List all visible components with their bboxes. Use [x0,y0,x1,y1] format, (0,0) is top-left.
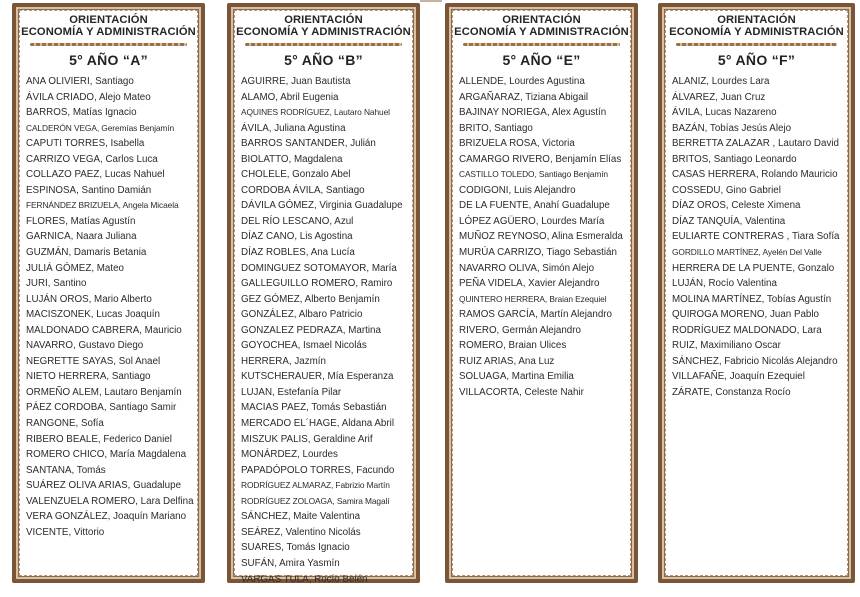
list-item: BIOLATTO, Magdalena [241,153,343,165]
section-title-b: 5° AÑO “B” [284,52,363,68]
list-item: CASAS HERRERA, Rolando Mauricio [672,169,838,181]
list-item: RODRÍGUEZ MALDONADO, Lara [672,324,822,336]
list-item: GOYOCHEA, Ismael Nicolás [241,340,367,352]
list-item: RANGONE, Sofía [26,418,104,430]
list-item: ANA OLIVIERI, Santiago [26,76,134,87]
section-title-f: 5° AÑO “F” [717,52,796,68]
list-item: SANTANA, Tomás [26,464,106,476]
group-card-e [445,3,638,583]
list-item: RUIZ ARIAS, Ana Luz [459,355,555,367]
list-item: RIBERO BEALE, Federico Daniel [26,433,172,445]
list-item: ÁVILA, Juliana Agustina [241,122,346,134]
card-header [449,14,634,38]
list-item: SÁNCHEZ, Maite Valentina [241,511,361,523]
header-field: ECONOMÍA Y ADMINISTRACIÓN [454,26,629,38]
list-item: LUJÁN, Rocío Valentina [672,278,777,290]
list-item: GONZALEZ PEDRAZA, Martina [241,324,381,336]
list-item: ARGAÑARAZ, Tiziana Abigail [459,91,589,103]
ornamental-divider [676,43,837,46]
list-item: RUIZ, Maximiliano Oscar [672,340,781,352]
student-list-a [16,74,201,540]
list-item: DÁVILA GÓMEZ, Virginia Guadalupe [241,200,403,212]
list-item: BRITO, Santiago [459,122,533,134]
list-item: ORMEÑO ALEM, Lautaro Benjamín [26,386,182,398]
card-header [662,14,851,38]
list-item: RAMOS GARCÍA, Martín Alejandro [459,309,612,321]
list-item: CORDOBA ÁVILA, Santiago [241,184,365,196]
list-item: MISZUK PALIS, Geraldine Arif [241,433,373,445]
card-header [16,14,201,38]
header-orientation: ORIENTACIÓN [284,14,363,26]
list-item: ÁLVAREZ, Juan Cruz [672,91,766,103]
list-item: BERRETTA ZALAZAR , Lautaro David [672,138,839,150]
list-item: MALDONADO CABRERA, Mauricio [26,324,182,336]
top-decorative-bar [420,0,442,2]
list-item: BRIZUELA ROSA, Victoria [459,138,575,150]
list-item: SÁNCHEZ, Fabricio Nicolás Alejandro [672,355,838,367]
list-item: DÍAZ ROBLES, Ana Lucía [241,247,355,259]
list-item: SEÁREZ, Valentino Nicolás [241,526,361,538]
list-item: LÓPEZ AGÜERO, Lourdes María [459,215,605,227]
header-field: ECONOMÍA Y ADMINISTRACIÓN [236,26,411,38]
group-card-a [12,3,205,583]
list-item: MACIAS PAEZ, Tomás Sebastián [241,402,387,414]
list-item: NAVARRO OLIVA, Simón Alejo [459,262,595,274]
list-item: NAVARRO, Gustavo Diego [26,340,144,352]
list-item: AQUINES RODRÍGUEZ, Lautaro Nahuel [241,107,390,118]
header-field: ECONOMÍA Y ADMINISTRACIÓN [21,26,196,38]
list-item: CAMARGO RIVERO, Benjamín Elías [459,153,622,165]
list-item: ALAMO, Abril Eugenia [241,91,339,103]
list-item: ÁVILA, Lucas Nazareno [672,107,777,119]
list-item: GEZ GÓMEZ, Alberto Benjamín [241,293,380,305]
list-item: NEGRETTE SAYAS, Sol Anael [26,355,161,367]
list-item: GONZÁLEZ, Albaro Patricio [241,309,363,321]
list-item: EULIARTE CONTRERAS , Tiara Sofía [672,231,840,243]
list-item: SUARES, Tomás Ignacio [241,542,350,554]
list-item: BAJINAY NORIEGA, Alex Agustín [459,107,607,119]
header-orientation: ORIENTACIÓN [717,14,796,26]
list-item: RODRÍGUEZ ZOLOAGA, Samira Magalí [241,495,390,506]
list-item: DEL RÍO LESCANO, Azul [241,215,354,227]
list-item: VERA GONZÁLEZ, Joaquín Mariano [26,511,187,523]
list-item: ZÁRATE, Constanza Rocío [672,386,791,398]
list-item: HERRERA, Jazmín [241,355,326,367]
group-card-b [227,3,420,583]
list-item: VICENTE, Vittorio [26,526,105,538]
list-item: ÁVILA CRIADO, Alejo Mateo [26,91,151,103]
list-item: VALENZUELA ROMERO, Lara Delfina [26,495,194,507]
list-item: DÍAZ OROS, Celeste Ximena [672,200,801,212]
list-item: RODRÍGUEZ ALMARAZ, Fabrizio Martín [241,480,390,491]
list-item: SUÁREZ OLIVA ARIAS, Guadalupe [26,480,182,492]
list-item: FERNÁNDEZ BRIZUELA, Angela Micaela [26,200,179,211]
list-item: CHOLELE, Gonzalo Abel [241,169,351,181]
list-item: COLLAZO PAEZ, Lucas Nahuel [26,169,165,181]
list-item: NIETO HERRERA, Santiago [26,371,151,383]
list-item: BARROS, Matías Ignacio [26,107,137,119]
list-item: RIVERO, Germán Alejandro [459,324,581,336]
list-item: KUTSCHERAUER, Mía Esperanza [241,371,394,383]
header-orientation: ORIENTACIÓN [502,14,581,26]
list-item: VILLACORTA, Celeste Nahir [459,386,584,398]
list-item: CARRIZO VEGA, Carlos Luca [26,153,158,165]
list-item: BAZÁN, Tobías Jesús Alejo [672,122,792,134]
card-header [231,14,416,38]
list-item: MERCADO EL´HAGE, Aldana Abril [241,418,394,430]
list-item: COSSEDU, Gino Gabriel [672,184,781,196]
group-card-f [658,3,855,583]
list-item: QUIROGA MORENO, Juan Pablo [672,309,820,321]
list-item: CAPUTI TORRES, Isabella [26,138,145,150]
ornamental-divider [463,43,620,46]
list-item: MONÁRDEZ, Lourdes [241,449,338,461]
header-field: ECONOMÍA Y ADMINISTRACIÓN [669,26,844,38]
list-item: JURI, Santino [26,278,87,290]
list-item: AGUIRRE, Juan Bautista [241,76,351,87]
list-item: PAPADÓPOLO TORRES, Facundo [241,464,395,476]
list-item: MUÑOZ REYNOSO, Alina Esmeralda [459,231,623,243]
list-item: MOLINA MARTÍNEZ, Tobías Agustín [672,293,832,305]
list-item: QUINTERO HERRERA, Braian Ezequiel [459,293,607,304]
list-item: JULIÁ GÓMEZ, Mateo [26,262,124,274]
list-item: ROMERO CHICO, María Magdalena [26,449,187,461]
list-item: LUJAN, Estefanía Pilar [241,386,342,398]
student-list-e [449,74,634,400]
list-item: ALANIZ, Lourdes Lara [672,76,770,87]
list-item: BRITOS, Santiago Leonardo [672,153,797,165]
list-item: VARGAS TULA, Rocío Belén [241,573,368,585]
list-item: DE LA FUENTE, Anahí Guadalupe [459,200,610,212]
list-item: BARROS SANTANDER, Julián [241,138,376,150]
list-item: PÁEZ CORDOBA, Santiago Samir [26,402,177,414]
list-item: PEÑA VIDELA, Xavier Alejandro [459,278,600,290]
list-item: MURÚA CARRIZO, Tiago Sebastián [459,247,617,259]
student-list-b [231,74,416,587]
list-item: CALDERÓN VEGA, Geremías Benjamín [26,122,175,133]
header-orientation: ORIENTACIÓN [69,14,148,26]
list-item: MACISZONEK, Lucas Joaquín [26,309,160,321]
ornamental-divider [30,43,187,46]
list-item: GARNICA, Naara Juliana [26,231,137,243]
list-item: GUZMÁN, Damaris Betania [26,247,147,259]
list-item: LUJÁN OROS, Mario Alberto [26,293,152,305]
list-item: DOMINGUEZ SOTOMAYOR, María [241,262,397,274]
list-item: DÍAZ TANQUÍA, Valentina [672,215,786,227]
list-item: FLORES, Matías Agustín [26,215,136,227]
section-title-a: 5° AÑO “A” [69,52,148,68]
list-item: CODIGONI, Luis Alejandro [459,184,576,196]
section-title-e: 5° AÑO “E” [502,52,581,68]
list-item: SOLUAGA, Martina Emilia [459,371,574,383]
list-item: VILLAFAÑE, Joaquín Ezequiel [672,371,805,383]
list-item: GORDILLO MARTÍNEZ, Ayelén Del Valle [672,247,822,258]
list-item: ESPINOSA, Santino Damián [26,184,152,196]
list-item: DÍAZ CANO, Lis Agostina [241,231,353,243]
list-item: CASTILLO TOLEDO, Santiago Benjamín [459,169,608,180]
list-item: SUFÁN, Amira Yasmín [241,557,340,569]
list-item: HERRERA DE LA PUENTE, Gonzalo [672,262,835,274]
list-item: ROMERO, Braian Ulices [459,340,567,352]
list-item: ALLENDE, Lourdes Agustina [459,76,585,87]
ornamental-divider [245,43,402,46]
student-list-f [662,74,851,400]
list-item: GALLEGUILLO ROMERO, Ramiro [241,278,393,290]
